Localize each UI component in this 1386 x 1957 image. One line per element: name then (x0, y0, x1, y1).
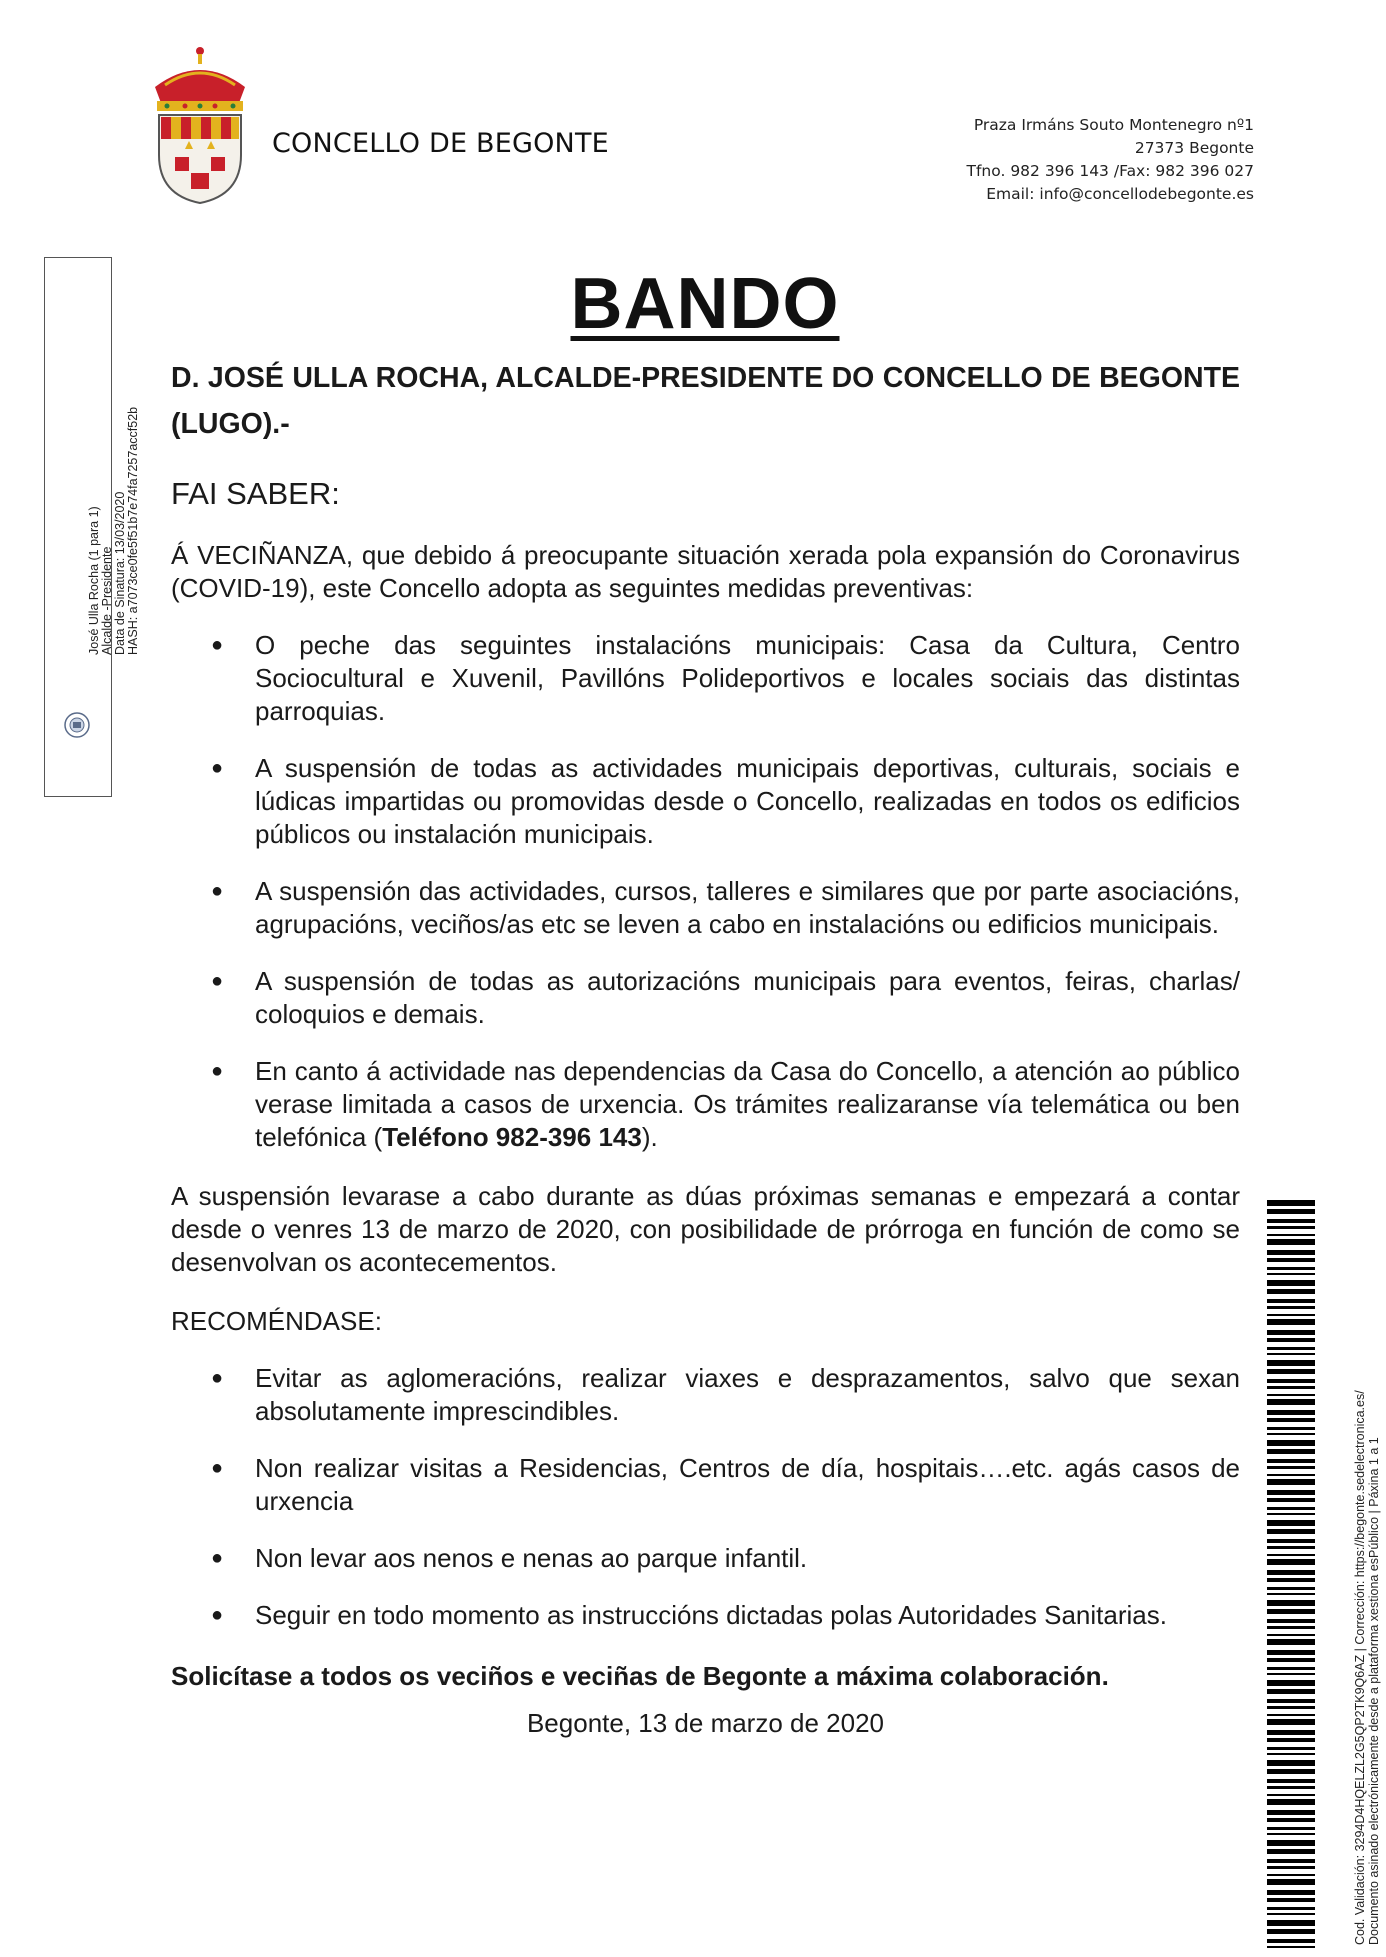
mayor-heading: D. JOSÉ ULLA ROCHA, ALCALDE-PRESIDENTE DO CONCELLO DE BEGONTE (LUGO).- (171, 362, 1240, 440)
barcode-bar (1267, 1273, 1315, 1275)
barcode-bar (1267, 1474, 1315, 1476)
organization-name: CONCELLO DE BEGONTE (272, 128, 609, 159)
validation-code: Cod. Validación: 3294D4HQELZL2G5QP2TK9Q6AZ | Corrección: https://begonte.sedelectronica.es/ (1353, 1390, 1367, 1945)
barcode-bar (1267, 1639, 1315, 1645)
barcode-bar (1267, 1874, 1315, 1876)
barcode-bar (1267, 1794, 1315, 1796)
barcode-bar (1267, 1347, 1315, 1350)
barcode-bar (1267, 1626, 1315, 1629)
barcode-bar (1267, 1507, 1315, 1510)
list-item-text: Evitar as aglomeracións, realizar viaxes e desprazamentos, salvo que sexan absolutamente imprescindibles. (255, 1363, 1240, 1426)
barcode-bar (1267, 1658, 1315, 1662)
barcode-bar (1267, 1587, 1315, 1590)
barcode-bar (1267, 1570, 1315, 1575)
barcode-bar (1267, 1699, 1315, 1703)
barcode-bar (1267, 1879, 1315, 1885)
bullet-icon: ● (211, 1060, 224, 1082)
barcode-bar (1267, 1546, 1315, 1549)
list-item (171, 629, 1240, 728)
barcode-bar (1267, 1578, 1315, 1582)
barcode-bar (1267, 1689, 1315, 1694)
barcode-bar (1267, 1386, 1315, 1389)
barcode-bar (1267, 1280, 1315, 1286)
barcode-bar (1267, 1319, 1315, 1325)
list-item-text: Non levar aos nenos e nenas ao parque infantil. (255, 1543, 808, 1573)
seal-icon (62, 710, 92, 740)
signer-name: José Ulla Rocha (1 para 1) (87, 506, 101, 655)
list-item-text: En canto á actividade nas dependencias da Casa do Concello, a atención ao público verase limitada a casos de urxencia. Os trámites realizaranse vía telemática ou ben telefónica ( (255, 1056, 1240, 1152)
barcode-bar (1267, 1267, 1315, 1270)
email-line: Email: info@concellodebegonte.es (986, 185, 1254, 203)
barcode-bar (1267, 1513, 1315, 1515)
barcode-bar (1267, 1466, 1315, 1469)
list-item (171, 1362, 1240, 1428)
bullet-icon: ● (211, 1367, 224, 1389)
barcode-bar (1267, 1840, 1315, 1846)
barcode-bar (1267, 1818, 1315, 1822)
barcode-bar (1267, 1427, 1315, 1430)
barcode-bar (1267, 1667, 1315, 1670)
barcode-bar (1267, 1753, 1315, 1755)
barcode-bar (1267, 1559, 1315, 1565)
barcode-bar (1267, 1360, 1315, 1366)
bullet-icon: ● (211, 634, 224, 656)
measures-list (171, 629, 1240, 1154)
barcode-bar (1267, 1399, 1315, 1405)
barcode-bar (1267, 1369, 1315, 1374)
barcode-bar (1267, 1946, 1315, 1948)
barcode-bar (1267, 1730, 1315, 1735)
list-item-text: A suspensión de todas as actividades municipais deportivas, culturais, sociais e lúdicas impartidas ou promovidas desde o Concello, realizadas en todos os edificios públicos ou instalación municipais. (255, 753, 1240, 849)
barcode-bar (1267, 1289, 1315, 1294)
signature-hash: HASH: a7073ce0fe5f51b7e74fa7257accf52b (126, 406, 140, 655)
barcode-icon (1267, 1200, 1315, 1948)
barcode-bar (1267, 1239, 1315, 1245)
list-item-text: A suspensión das actividades, cursos, talleres e similares que por parte asociacións, agrupacións, veciños/as etc se leven a cabo en instalacións ou edificios municipais. (255, 876, 1240, 939)
barcode-bar (1267, 1306, 1315, 1309)
barcode-bar (1267, 1226, 1315, 1229)
barcode-bar (1267, 1609, 1315, 1614)
list-item (171, 875, 1240, 941)
address-line: 27373 Begonte (1134, 139, 1254, 157)
validation-note (1353, 1390, 1381, 1945)
closing-statement: Solicítase a todos os veciños e veciñas de Begonte a máxima colaboración. (171, 1661, 1109, 1691)
address-line: Praza Irmáns Souto Montenegro nº1 (973, 116, 1254, 134)
barcode-bar (1267, 1353, 1315, 1355)
bullet-icon: ● (211, 970, 224, 992)
barcode-bar (1267, 1554, 1315, 1556)
list-item-text-end: ). (641, 1122, 658, 1152)
barcode-bar (1267, 1498, 1315, 1502)
barcode-bar (1267, 1827, 1315, 1830)
barcode-bar (1267, 1786, 1315, 1789)
barcode-bar (1267, 1258, 1315, 1262)
barcode-bar (1267, 1593, 1315, 1595)
bullet-icon: ● (211, 1604, 224, 1626)
barcode-bar (1267, 1418, 1315, 1422)
barcode-bar (1267, 1849, 1315, 1854)
barcode-bar (1267, 1600, 1315, 1606)
address-block (967, 114, 1255, 206)
barcode-bar (1267, 1673, 1315, 1675)
barcode-bar (1267, 1907, 1315, 1910)
list-item (171, 1542, 1240, 1575)
barcode-bar (1267, 1200, 1315, 1206)
list-item (171, 965, 1240, 1031)
list-item (171, 1055, 1240, 1154)
signature-date: Data de Sinatura: 13/03/2020 (113, 491, 127, 655)
barcode-bar (1267, 1738, 1315, 1742)
intro-paragraph: Á VECIÑANZA, que debido á preocupante situación xerada pola expansión do Coronavirus (COVID-19), este Concello adopta as seguintes medidas preventivas: (171, 540, 1240, 603)
recommendations-list (171, 1362, 1240, 1632)
barcode-bar (1267, 1650, 1315, 1655)
barcode-bar (1267, 1529, 1315, 1534)
bullet-icon: ● (211, 757, 224, 779)
barcode-bar (1267, 1410, 1315, 1415)
suspension-paragraph: A suspensión levarase a cabo durante as dúas próximas semanas e empezará a contar desde o venres 13 de marzo de 2020, con posibilidade de prórroga en función de como se desenvolvan os acontecementos. (171, 1181, 1240, 1277)
document-date: Begonte, 13 de marzo de 2020 (526, 1708, 885, 1738)
barcode-bar (1267, 1520, 1315, 1526)
barcode-bar (1267, 1779, 1315, 1783)
barcode-bar (1267, 1219, 1315, 1223)
barcode-bar (1267, 1769, 1315, 1774)
bullet-icon: ● (211, 1457, 224, 1479)
validation-platform: Documento asinado electrónicamente desde a plataforma xestiona esPúblico | Páxina 1 a 1 (1367, 1437, 1381, 1945)
bullet-icon: ● (211, 1547, 224, 1569)
barcode-bar (1267, 1490, 1315, 1495)
barcode-bar (1267, 1913, 1315, 1915)
fai-saber-heading: FAI SABER: (171, 476, 340, 511)
barcode-bar (1267, 1634, 1315, 1636)
barcode-bar (1267, 1747, 1315, 1750)
barcode-bar (1267, 1833, 1315, 1835)
list-item-text: A suspensión de todas as autorizacións municipais para eventos, feiras, charlas/ coloquios e demais. (255, 966, 1240, 1029)
barcode-bar (1267, 1394, 1315, 1396)
barcode-bar (1267, 1379, 1315, 1383)
barcode-bar (1267, 1706, 1315, 1709)
barcode-bar (1267, 1209, 1315, 1214)
list-item (171, 1452, 1240, 1518)
barcode-bar (1267, 1898, 1315, 1902)
list-item-text: Non realizar visitas a Residencias, Centros de día, hospitais….etc. agás casos de urxencia (255, 1453, 1240, 1516)
barcode-bar (1267, 1440, 1315, 1446)
barcode-bar (1267, 1449, 1315, 1454)
list-item (171, 752, 1240, 851)
barcode-bar (1267, 1810, 1315, 1815)
barcode-bar (1267, 1619, 1315, 1623)
phone-fax-line: Tfno. 982 396 143 /Fax: 982 396 027 (966, 162, 1254, 180)
barcode-bar (1267, 1939, 1315, 1943)
barcode-bar (1267, 1330, 1315, 1335)
signer-role: Alcalde -Presidente (100, 546, 114, 655)
barcode-bar (1267, 1719, 1315, 1725)
barcode-bar (1267, 1929, 1315, 1934)
list-item-text: O peche das seguintes instalacións municipais: Casa da Cultura, Centro Sociocultural e Xuvenil, Pavillóns Polideportivos e locales sociais das distintas parroquias. (255, 630, 1240, 726)
bullet-icon: ● (211, 880, 224, 902)
barcode-bar (1267, 1920, 1315, 1926)
barcode-bar (1267, 1866, 1315, 1869)
barcode-bar (1267, 1433, 1315, 1435)
barcode-bar (1267, 1250, 1315, 1255)
barcode-bar (1267, 1234, 1315, 1236)
barcode-bar (1267, 1680, 1315, 1686)
barcode-bar (1267, 1314, 1315, 1316)
barcode-bar (1267, 1859, 1315, 1863)
barcode-bar (1267, 1299, 1315, 1303)
list-item-text: Seguir en todo momento as instruccións dictadas polas Autoridades Sanitarias. (255, 1600, 1167, 1630)
barcode-bar (1267, 1539, 1315, 1543)
coat-of-arms-icon (145, 45, 255, 205)
barcode-bar (1267, 1714, 1315, 1716)
barcode-bar (1267, 1760, 1315, 1766)
barcode-bar (1267, 1479, 1315, 1485)
barcode-bar (1267, 1799, 1315, 1805)
list-item (171, 1599, 1240, 1632)
barcode-bar (1267, 1459, 1315, 1463)
barcode-bar (1267, 1338, 1315, 1342)
recommendations-heading: RECOMÉNDASE: (171, 1306, 382, 1336)
document-title: BANDO (570, 264, 840, 344)
signature-text (88, 407, 140, 655)
document-body (171, 355, 1240, 1740)
barcode-bar (1267, 1890, 1315, 1895)
phone-number: Teléfono 982-396 143 (382, 1122, 642, 1152)
